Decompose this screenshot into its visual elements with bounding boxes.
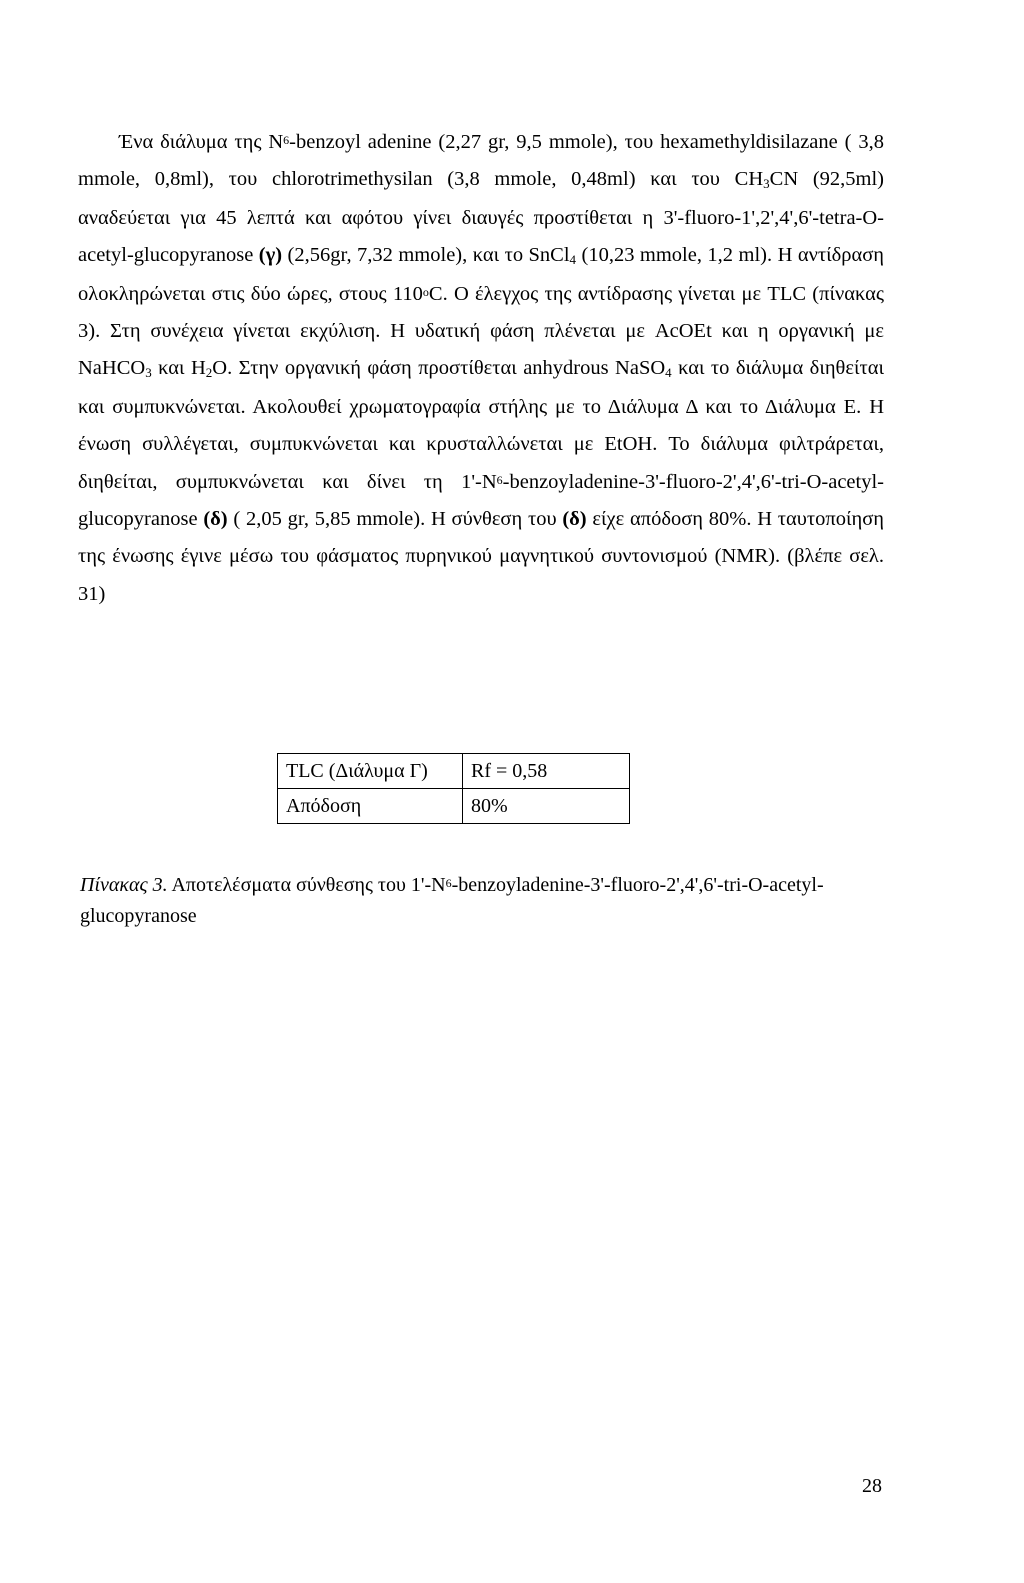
body-paragraph xyxy=(78,124,884,613)
compound-ref: (δ) xyxy=(562,508,587,531)
text-run: O. Στην οργανική φάση προστίθεται anhydrous NaSO xyxy=(212,357,666,380)
table-cell-label: Απόδοση xyxy=(278,789,463,824)
superscript: 6 xyxy=(283,133,290,147)
text-run: (2,56gr, 7,32 mmole), και το SnCl xyxy=(282,244,570,267)
table-cell-label: TLC (Διάλυμα Γ) xyxy=(278,754,463,789)
caption-label: Πίνακας 3. xyxy=(80,874,168,896)
compound-ref: (γ) xyxy=(258,244,283,267)
text-run: CN (92,5ml) αναδεύεται για 45 λεπτά και αφότου γίνει διαυγές προστίθεται η 3'-fluoro-1',2',4',6'-tetra-O-acetyl-glucopyranose xyxy=(78,168,884,267)
text-run: (10,23 mmole, 1,2 ml). Η αντίδραση ολοκληρώνεται στις δύο ώρες, στους 110 xyxy=(78,244,885,305)
text-run: ( 2,05 gr, 5,85 mmole). Η σύνθεση του xyxy=(227,508,563,531)
table-caption xyxy=(80,870,840,932)
superscript: 6 xyxy=(496,472,503,487)
page-number: 28 xyxy=(862,1475,882,1497)
superscript: o xyxy=(422,284,429,299)
compound-ref: (δ) xyxy=(203,508,228,531)
text-run: και H xyxy=(151,357,206,380)
text-run: -benzoyladenine-3'-fluoro-2',4',6'-tri-O-acetyl-glucopyranose xyxy=(80,874,824,927)
subscript: 4 xyxy=(569,252,577,268)
text-run: C. Ο έλεγχος της αντίδρασης γίνεται με TLC (πίνακας 3). Στη συνέχεια γίνεται εκχύλιση. Η υδατική φάση πλένεται με AcOEt και η οργανική με NaHCO xyxy=(78,282,884,380)
subscript: 2 xyxy=(205,365,213,381)
table-row xyxy=(278,754,630,789)
text-run: και το διάλυμα διηθείται και συμπυκνώνεται. Ακολουθεί χρωματογραφία στήλης με το Διάλυμα Δ και το Διάλυμα Ε. Η ένωση συλλέγεται, συμπυκνώνεται και κρυσταλλώνεται με EtOH. Το διάλυμα φιλτράρεται, διηθείται, συμπυκνώνεται και δίνει τη 1'-N xyxy=(78,357,884,493)
table-cell-value: 80% xyxy=(463,789,630,824)
text-run: Ένα διάλυμα της N xyxy=(119,131,284,153)
subscript: 3 xyxy=(763,176,770,192)
subscript: 4 xyxy=(665,365,672,381)
text-run: -benzoyladenine-3'-fluoro-2',4',6'-tri-O-acetyl-glucopyranose xyxy=(78,470,884,531)
text-run: Αποτελέσματα σύνθεσης του 1'-N xyxy=(167,874,446,896)
results-table xyxy=(277,753,630,824)
subscript: 3 xyxy=(145,365,152,381)
superscript: 6 xyxy=(445,876,452,890)
text-run: -benzoyl adenine (2,27 gr, 9,5 mmole), του hexamethyldisilazane ( 3,8 mmole, 0,8ml), του chlorotrimethysilan (3,8 mmole, 0,48ml) και του CH xyxy=(78,131,884,191)
text-run: είχε απόδοση 80%. Η ταυτοποίηση της ένωσης έγινε μέσω του φάσματος πυρηνικού μαγνητικού συντονισμού (NMR). (βλέπε σελ. 31) xyxy=(78,508,884,605)
table-row xyxy=(278,789,630,824)
table-cell-value: Rf = 0,58 xyxy=(463,754,630,789)
